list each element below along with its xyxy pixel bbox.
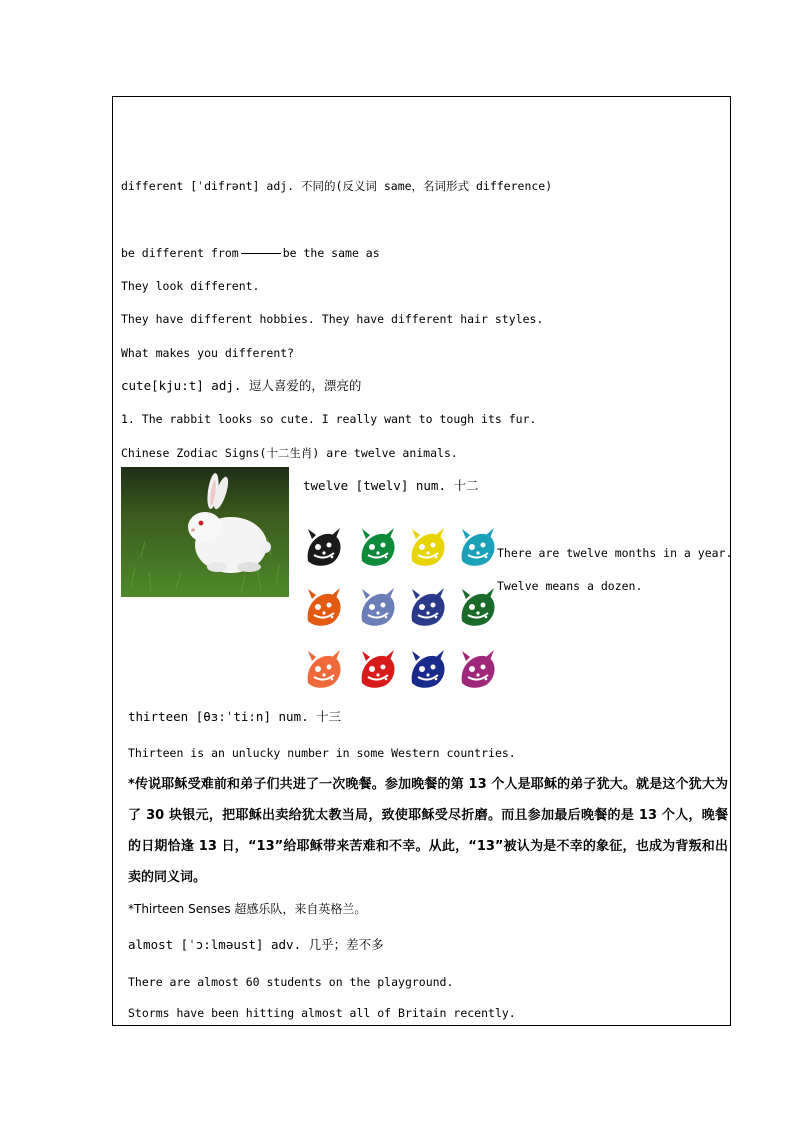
almost-60-sentence: There are almost 60 students on the playground. [128,975,454,989]
pig-icon [456,647,500,691]
document-frame [112,96,731,1026]
different-definition: different [ˈdifrənt] adj. 不同的(反义词 same，名词形式 difference) [121,179,553,193]
twelve-dozen-sentence: Twelve means a dozen. [497,579,643,593]
thirteen-unlucky-sentence: Thirteen is an unlucky number in some Western countries. [128,746,516,760]
ox-icon [356,525,400,569]
cute-definition: cute[kju:t] adj. 逗人喜爱的，漂亮的 [121,378,362,393]
rooster-icon [356,647,400,691]
thirteen-senses-note: *Thirteen Senses 超感乐队，来自英格兰。 [128,902,367,916]
look-different-sentence: They look different. [121,279,260,293]
twelve-definition: twelve [twelv] num. 十二 [303,478,479,493]
thirteen-definition: thirteen [θɜ:ˈti:n] num. 十三 [128,709,342,724]
rabbit-photo [121,467,289,597]
snake-icon [356,585,400,629]
dragon-icon [302,585,346,629]
storms-sentence: Storms have been hitting almost all of Britain recently. [128,1006,516,1020]
rabbit-sentence: 1. The rabbit looks so cute. I really want to tough its fur. [121,412,537,426]
horse-icon [406,585,450,629]
judas-story-paragraph: *传说耶稣受难前和弟子们共进了一次晚餐。参加晚餐的第 13 个人是耶稣的弟子犹大。就是这个犹大为了 30 块银元，把耶稣出卖给犹太教当局，致使耶稣受尽折磨。而且参加最后晚餐的是 13 个人，晚餐的日期恰逢 13 日，“13”给耶稣带来苦难和不幸。从此，“13”被认为是不幸的象征，也成为背叛和出卖的同义词。 [128,777,728,885]
tiger-icon [406,525,450,569]
rabbit-icon [456,525,500,569]
almost-definition: almost [ˈɔ:lməust] adv. 几乎；差不多 [128,937,384,952]
monkey-icon [302,647,346,691]
zodiac-sentence: Chinese Zodiac Signs(十二生肖) are twelve animals. [121,446,458,460]
twelve-months-sentence: There are twelve months in a year. [497,546,733,560]
dash-divider [241,253,281,254]
hobbies-sentence: They have different hobbies. They have different hair styles. [121,312,544,326]
what-makes-sentence: What makes you different? [121,346,295,360]
goat-icon [456,585,500,629]
rat-icon [302,525,346,569]
dog-icon [406,647,450,691]
be-different-from: be different from be the same as [121,246,380,260]
rabbit-illustration [121,467,289,597]
